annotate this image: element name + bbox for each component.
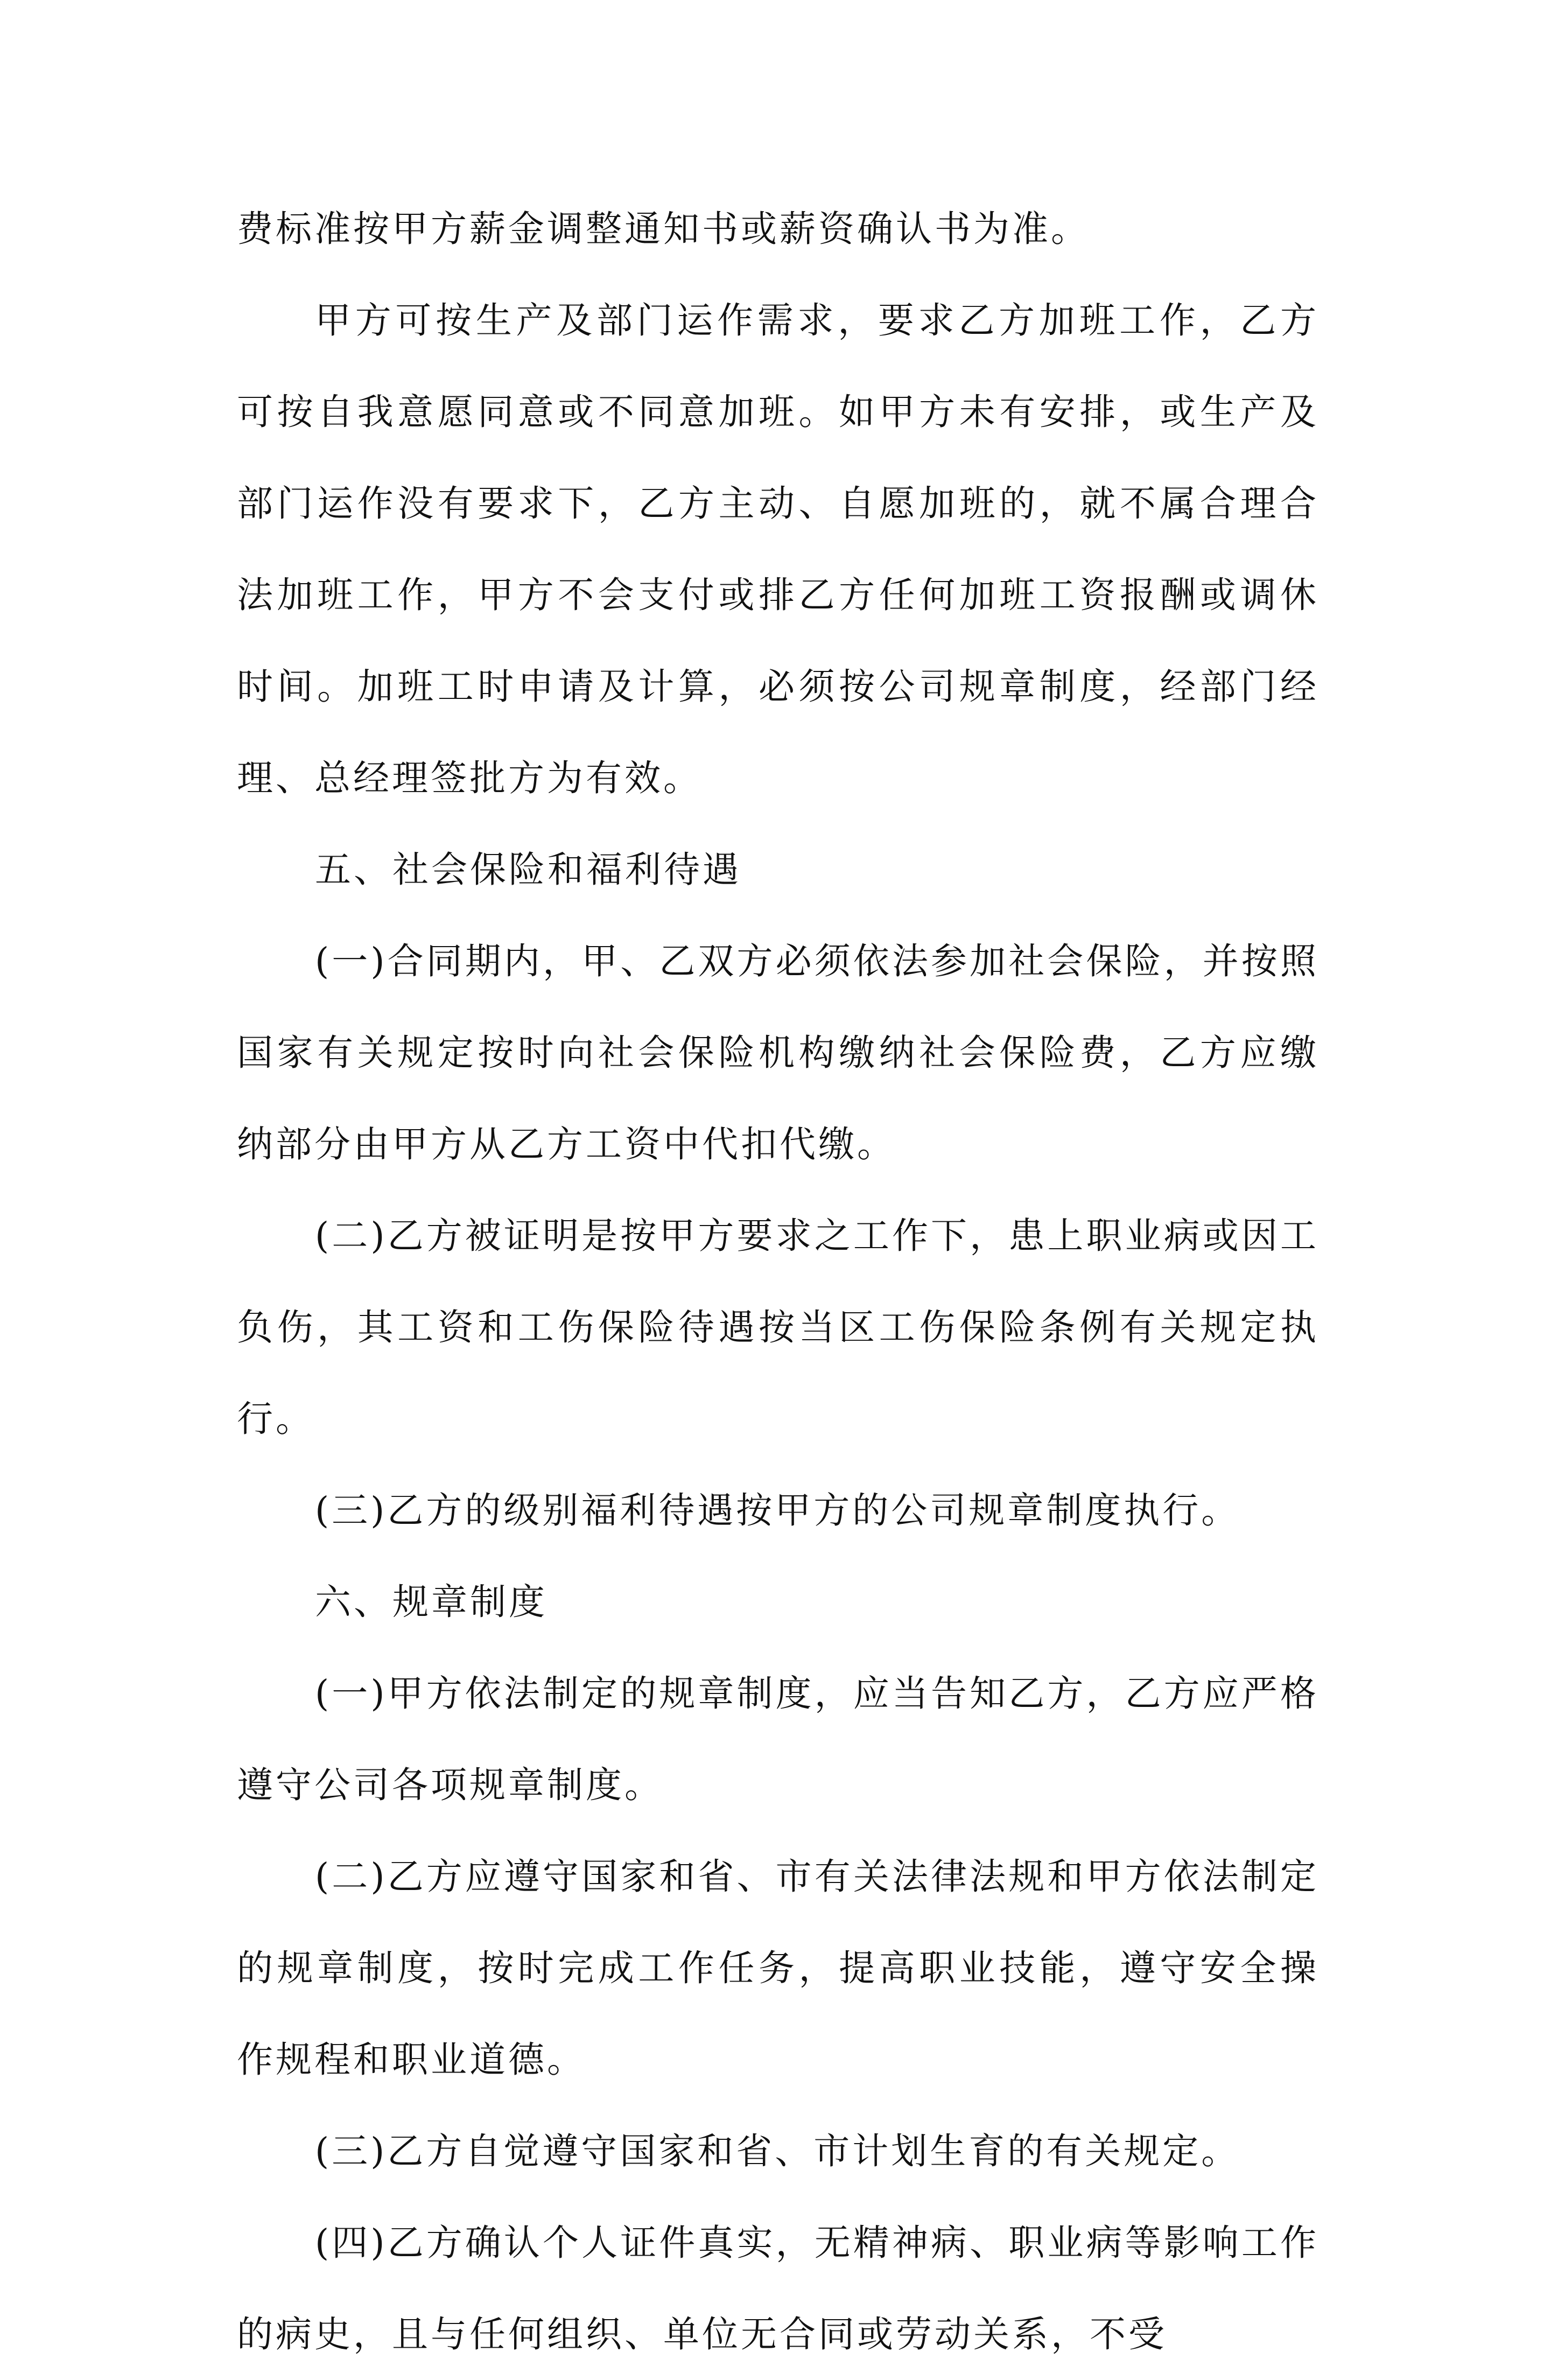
document-body	[237, 183, 1319, 2380]
paragraph-rules-1: (一)甲方依法制定的规章制度，应当告知乙方，乙方应严格遵守公司各项规章制度。	[237, 1672, 1319, 1806]
paragraph-social-insurance-3: (三)乙方的级别福利待遇按甲方的公司规章制度执行。	[315, 1489, 1240, 1531]
paragraph-social-insurance-2: (二)乙方被证明是按甲方要求之工作下，患上职业病或因工负伤，其工资和工伤保险待遇按当区工伤保险条例有关规定执行。	[237, 1215, 1319, 1440]
section-heading-social-insurance: 五、社会保险和福利待遇	[315, 849, 741, 891]
paragraph-social-insurance-1: (一)合同期内，甲、乙双方必须依法参加社会保险，并按照国家有关规定按时向社会保险机构缴纳社会保险费，乙方应缴纳部分由甲方从乙方工资中代扣代缴。	[237, 940, 1319, 1165]
section-heading-rules: 六、规章制度	[315, 1581, 548, 1623]
paragraph-rules-4: (四)乙方确认个人证件真实，无精神病、职业病等影响工作的病史，且与任何组织、单位无合同或劳动关系，不受	[237, 2222, 1319, 2355]
paragraph-rules-2: (二)乙方应遵守国家和省、市有关法律法规和甲方依法制定的规章制度，按时完成工作任务，提高职业技能，遵守安全操作规程和职业道德。	[237, 1856, 1319, 2081]
paragraph-rules-3: (三)乙方自觉遵守国家和省、市计划生育的有关规定。	[315, 2130, 1240, 2172]
paragraph-overtime: 甲方可按生产及部门运作需求，要求乙方加班工作，乙方可按自我意愿同意或不同意加班。如甲方未有安排，或生产及部门运作没有要求下，乙方主动、自愿加班的，就不属合理合法加班工作，甲方不会支付或排乙方任何加班工资报酬或调休时间。加班工时申请及计算，必须按公司规章制度，经部门经理、总经理签批方为有效。	[237, 299, 1319, 799]
paragraph-continuation: 费标准按甲方薪金调整通知书或薪资确认书为准。	[237, 208, 1090, 250]
